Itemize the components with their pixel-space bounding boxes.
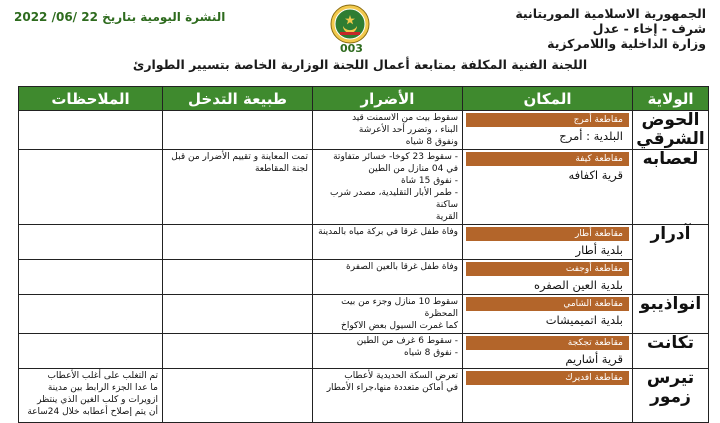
- document-number: 003: [340, 42, 363, 55]
- place-name: بلدية العين الصفره: [533, 278, 623, 292]
- damage-line: ونفوق 8 شياه: [405, 137, 458, 147]
- place-cell: [463, 225, 633, 260]
- column-header-wilaya: الولاية: [633, 87, 709, 111]
- district-badge: مقاطعة أطار: [466, 227, 629, 241]
- damage-cell: [313, 295, 463, 334]
- damage-line: - نفوق 8 شياه: [404, 348, 458, 358]
- damage-line: تعرض السكة الحديدية لأعطاب: [344, 371, 458, 381]
- district-badge: مقاطعة أوجفت: [466, 262, 629, 276]
- damage-line: - سقوط 6 غرف من الطين: [356, 336, 458, 346]
- notes-cell: [19, 334, 163, 369]
- place-name: قرية اكفافه: [568, 168, 623, 182]
- damage-line: في أماكن متعددة منها،جراء الأمطار: [326, 383, 458, 393]
- table-row: [19, 369, 709, 423]
- district-badge: مقاطعة الشامي: [466, 297, 629, 311]
- damage-line: البناء ، وتضرر أحد الأعرشة: [358, 125, 458, 135]
- place-name: البلدية : أمرج: [559, 129, 623, 143]
- wilaya-cell: آدرار: [633, 225, 709, 295]
- damage-cell: [313, 111, 463, 150]
- place-cell: [463, 150, 633, 225]
- place-cell: [463, 369, 633, 423]
- intervention-cell: [163, 369, 313, 423]
- column-header-damage: الأضرار: [313, 87, 463, 111]
- wilaya-cell: الحوض الشرقي: [633, 111, 709, 150]
- damage-cell: [313, 260, 463, 295]
- district-badge: مقاطعة تجكجة: [466, 336, 629, 350]
- intervention-line: تمت المعاينة و تقييم الأضرار من قبل: [171, 152, 308, 162]
- damage-line: سقوط 10 منازل وجزء من بيت المحظرة: [341, 297, 458, 319]
- table-row: [19, 111, 709, 150]
- national-motto: شرف - إخاء - عدل: [592, 21, 706, 36]
- damage-line: في 04 منازل من الطين: [368, 164, 458, 174]
- damage-cell: [313, 334, 463, 369]
- notes-line: ازويرات و كلب الغين الذي ينتظر: [37, 395, 158, 405]
- notes-cell: [19, 111, 163, 150]
- damage-line: سقوط بيت من الاسمنت قيد: [352, 113, 458, 123]
- place-name: بلدية أطار: [575, 243, 623, 257]
- place-cell: [463, 295, 633, 334]
- column-header-intervention: طبيعة التدخل: [163, 87, 313, 111]
- place-name: قرية أشاريم: [565, 352, 623, 366]
- issuer-block: [515, 6, 706, 51]
- table-header-row: [19, 87, 709, 111]
- place-name: بلدية اتميميشات: [545, 313, 623, 327]
- notes-cell: [19, 150, 163, 225]
- intervention-cell: [163, 150, 313, 225]
- notes-cell: [19, 260, 163, 295]
- damage-line: كما غمرت السيول بعض الاكواخ: [341, 321, 458, 331]
- notes-cell: [19, 369, 163, 423]
- national-emblem-icon: [330, 4, 370, 44]
- place-cell: [463, 334, 633, 369]
- intervention-cell: [163, 295, 313, 334]
- notes-line: أن يتم إصلاح أعطابه خلال 24ساعة: [27, 407, 158, 417]
- table-row: [19, 150, 709, 225]
- place-name: [466, 385, 629, 387]
- damage-line: وفاة طفل غرقا في بركة مياه بالمدينة: [318, 227, 458, 237]
- table-row: [19, 225, 709, 260]
- damage-line: - طمر الأبار التقليدية، مصدر شرب ساكنة: [330, 188, 458, 210]
- notes-cell: [19, 295, 163, 334]
- column-header-notes: الملاحظات: [19, 87, 163, 111]
- wilaya-cell: انواذيبو: [633, 295, 709, 334]
- place-cell: [463, 111, 633, 150]
- column-header-place: المكان: [463, 87, 633, 111]
- damage-cell: [313, 225, 463, 260]
- country-name: الجمهورية الاسلامية الموريتانية: [515, 6, 706, 21]
- table-row: [19, 260, 709, 295]
- notes-line: تم التغلب على أغلب الأعطاب: [47, 371, 158, 381]
- damage-cell: [313, 150, 463, 225]
- ministry-name: وزارة الداخلية واللامركزية: [547, 36, 706, 51]
- document-title: اللجنة الفنية المكلفة بمتابعة أعمال اللجنة الوزارية الخاصة بتسيير الطوارئ: [132, 57, 588, 72]
- document-header: [0, 0, 720, 80]
- damage-line: القرية: [435, 212, 458, 222]
- wilaya-cell: تكانت: [633, 334, 709, 369]
- damage-cell: [313, 369, 463, 423]
- district-badge: مقاطعة كيفة: [466, 152, 629, 166]
- bulletin-date: النشرة اليومية بتاريخ 22 /06/ 2022: [14, 10, 226, 24]
- intervention-cell: [163, 260, 313, 295]
- notes-line: ما عدا الجزء الرابط بين مدينة: [47, 383, 158, 393]
- table-row: [19, 334, 709, 369]
- wilaya-cell: تيرس زمور: [633, 369, 709, 423]
- intervention-cell: [163, 334, 313, 369]
- table-row: [19, 295, 709, 334]
- intervention-line: لجنة المقاطعة: [254, 164, 308, 174]
- intervention-cell: [163, 225, 313, 260]
- damage-report-table: [18, 86, 709, 423]
- damage-line: - سقوط 23 كوخا- خسائر متفاوتة: [333, 152, 458, 162]
- notes-cell: [19, 225, 163, 260]
- damage-line: وفاة طفل غرقا بالعين الصفرة: [346, 262, 458, 272]
- damage-line: - نفوق 15 شاة: [401, 176, 458, 186]
- intervention-cell: [163, 111, 313, 150]
- district-badge: مقاطعة افديرك: [466, 371, 629, 385]
- district-badge: مقاطعة أمرج: [466, 113, 629, 127]
- wilaya-cell: لعصابه: [633, 150, 709, 225]
- place-cell: [463, 260, 633, 295]
